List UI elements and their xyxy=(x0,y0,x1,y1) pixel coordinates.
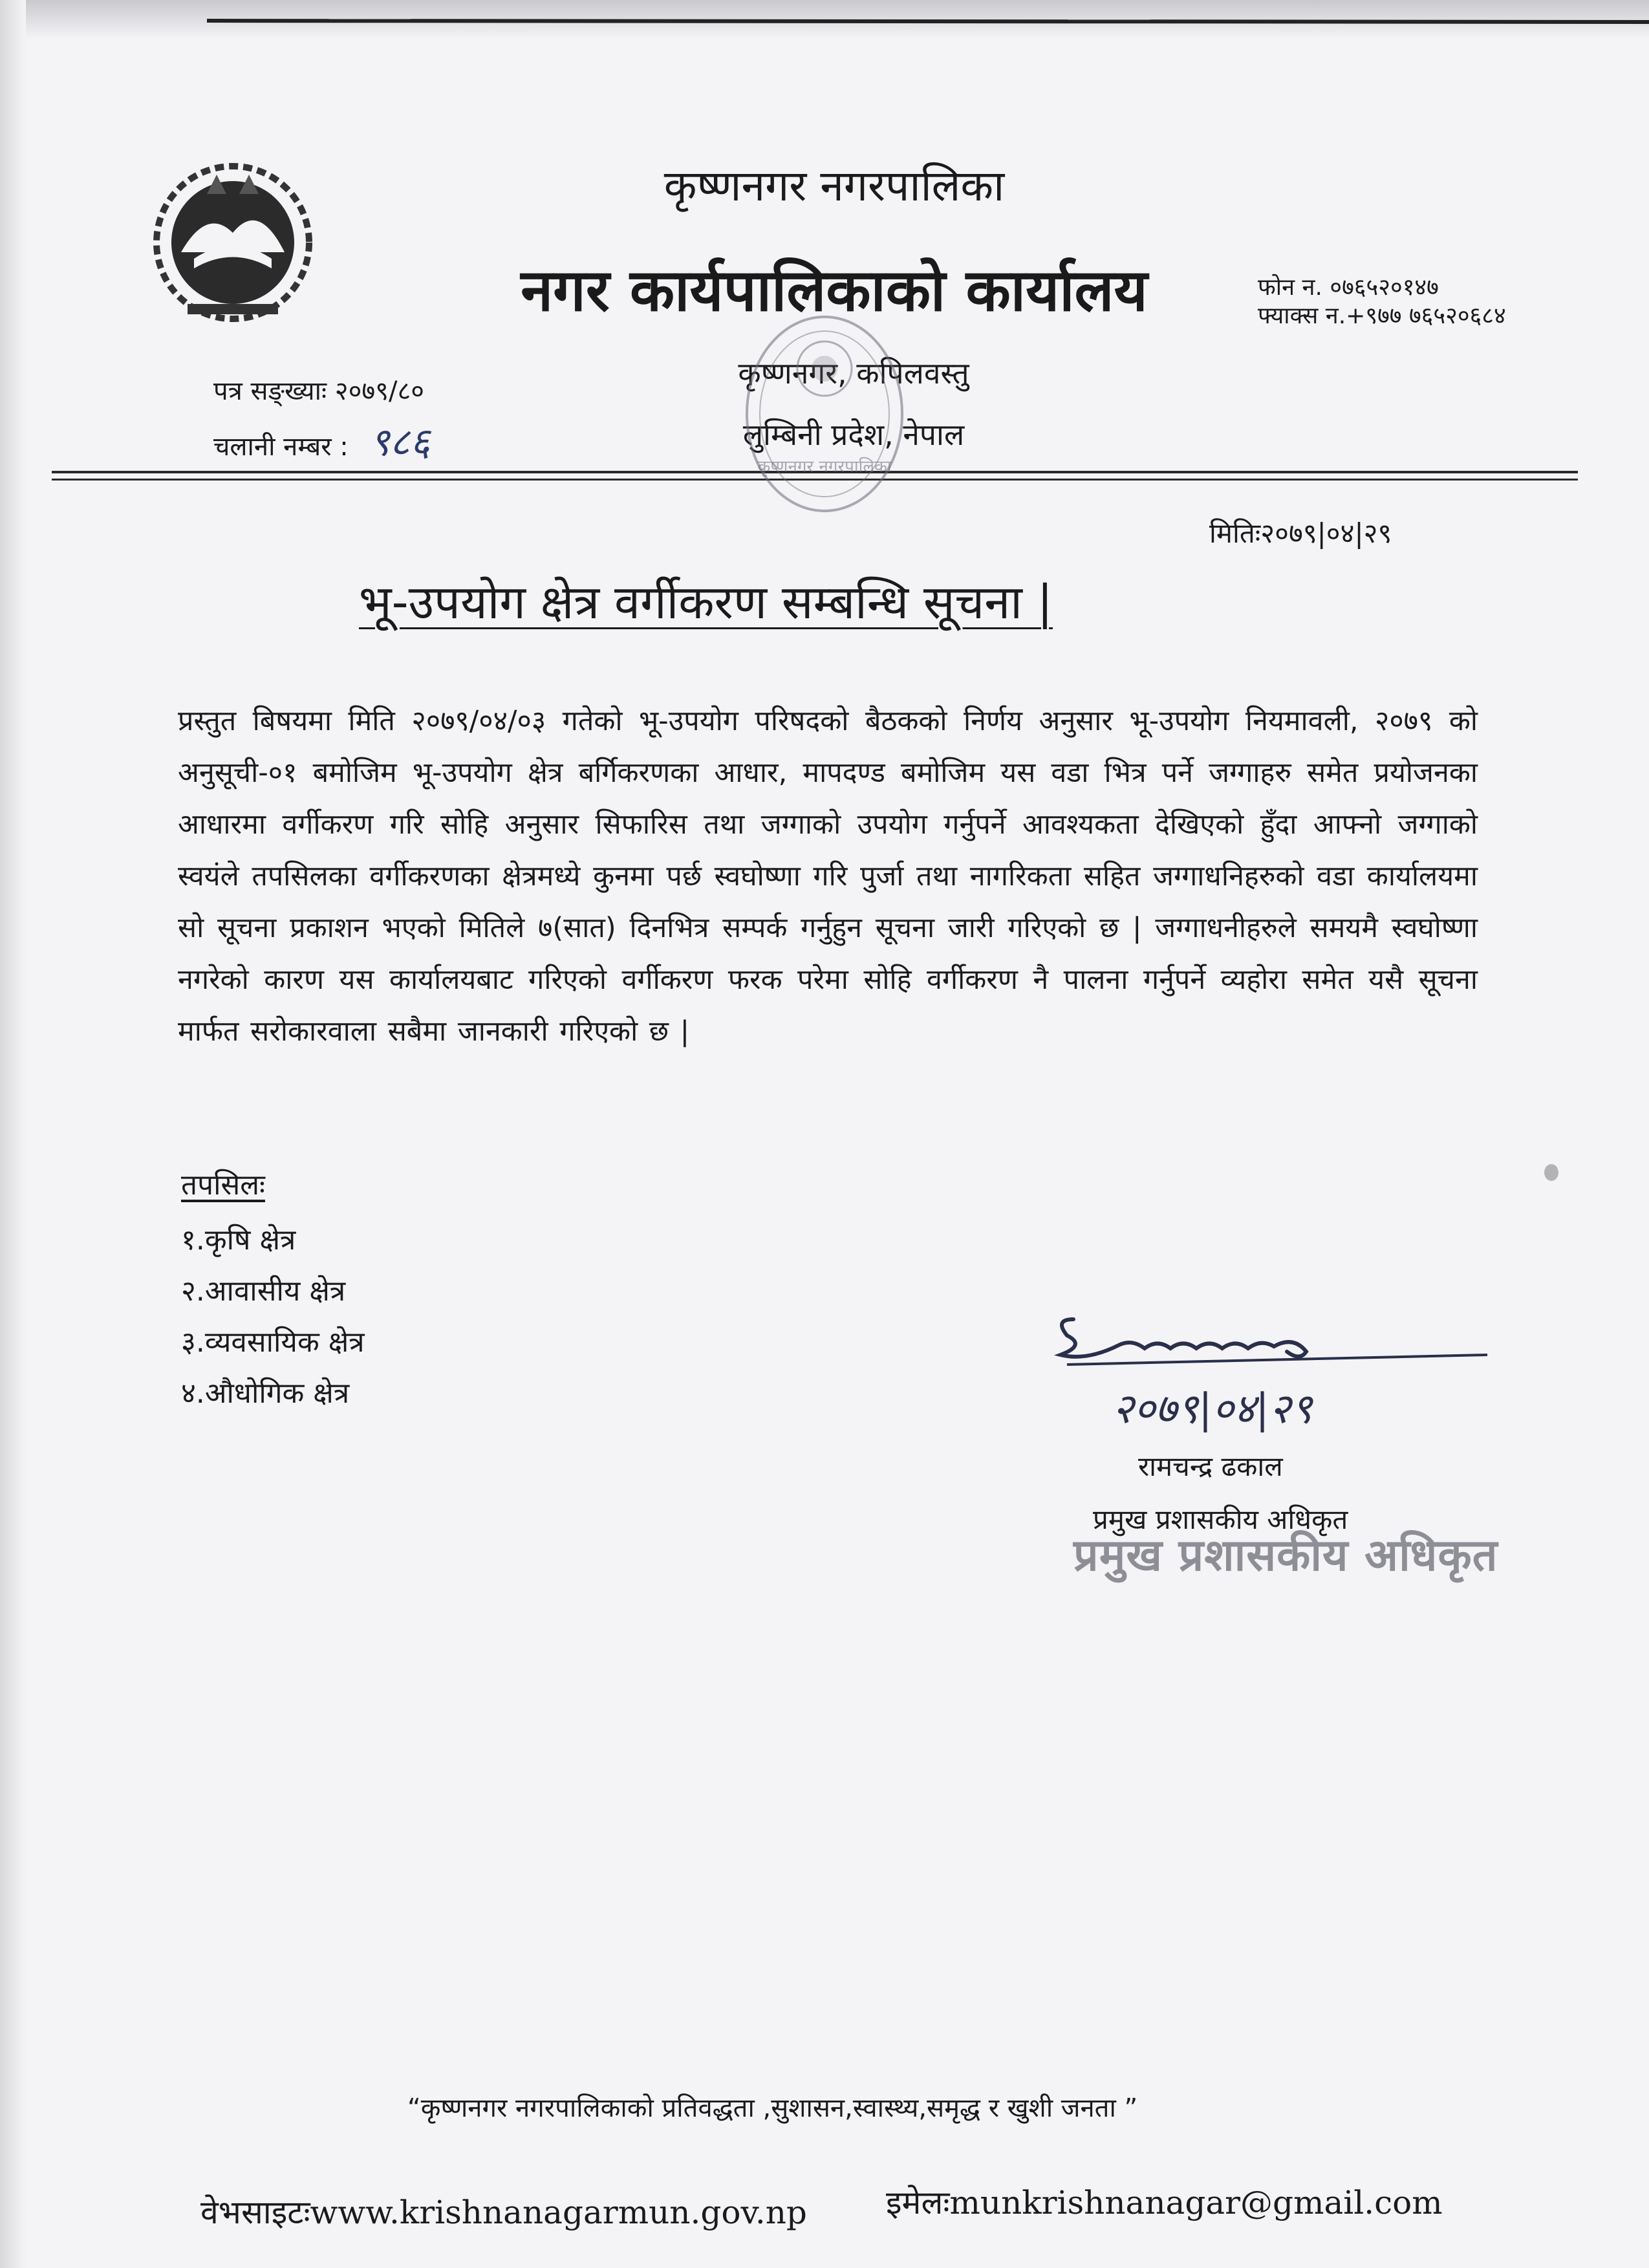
letter-date: मितिः२०७९|०४|२९ xyxy=(1209,517,1392,549)
office-stamp-text: कृष्णनगर नगरपालिका xyxy=(757,457,892,477)
letter-number-label: पत्र सङ्ख्याः xyxy=(213,376,327,406)
dispatch-number-value: ९८६ xyxy=(369,420,431,465)
municipality-name: कृष्णनगर नगरपालिका xyxy=(663,161,1005,211)
office-name: नगर कार्यपालिकाको कार्यालय xyxy=(521,257,1148,325)
nepal-emblem-icon xyxy=(136,155,330,330)
footer-email: इमेलःmunkrishnanagar@gmail.com xyxy=(886,2184,1443,2221)
schedule-list xyxy=(181,1219,365,1423)
designation-seal: प्रमुख प्रशासकीय अधिकृत xyxy=(1073,1530,1498,1581)
phone-number: फोन न. ०७६५२०१४७ xyxy=(1258,274,1439,301)
scan-shadow-left xyxy=(0,0,26,2268)
notice-body: प्रस्तुत बिषयमा मिति २०७९/०४/०३ गतेको भू-उपयोग परिषदको बैठकको निर्णय अनुसार भू-उपयोग नियमावली, २०७९ को अनुसूची-०१ बमोजिम भू-उपयोग क्षेत्र बर्गिकरणका आधार, मापदण्ड बमोजिम यस वडा भित्र पर्ने जग्गाहरु समेत प्रयोजनका आधारमा वर्गीकरण गरि सोहि अनुसार सिफारिस तथा जग्गाको उपयोग गर्नुपर्ने आवश्यकता देखिएको हुँदा आफ्नो जग्गाको स्वयंले तपसिलका वर्गीकरणका क्षेत्रमध्ये कुनमा पर्छ स्वघोष्णा गरि पुर्जा तथा नागरिकता सहित जग्गाधनिहरुको वडा कार्यालयमा सो सूचना प्रकाशन भएको मितिले ७(सात) दिनभित्र सम्पर्क गर्नुहुन सूचना जारी गरिएको छ | जग्गाधनीहरुले समयमै स्वघोष्णा नगरेको कारण यस कार्यालयबाट गरिएको वर्गीकरण फरक परेमा सोहि वर्गीकरण नै पालना गर्नुपर्ने व्यहोरा समेत यसै सूचना मार्फत सरोकारवाला सबैमा जानकारी गरिएको छ | xyxy=(178,705,1478,1048)
footer-website: वेभसाइटःwww.krishnanagarmun.gov.np xyxy=(200,2194,807,2231)
footer-slogan: “कृष्णनगर नगरपालिकाको प्रतिवद्धता ,सुशासन,स्वास्थ्य,समृद्ध र खुशी जनता ” xyxy=(407,2093,1138,2123)
letter-number xyxy=(213,372,424,407)
dispatch-number xyxy=(213,414,430,467)
signature-icon xyxy=(1048,1300,1500,1442)
list-item: २.आवासीय क्षेत्र xyxy=(181,1275,346,1308)
list-item: ३.व्यवसायिक क्षेत्र xyxy=(181,1326,365,1359)
schedule-title: तपसिलः xyxy=(181,1169,265,1202)
list-item: ४.औधोगिक क्षेत्र xyxy=(181,1377,350,1410)
dispatch-number-label: चलानी नम्बर : xyxy=(213,432,349,462)
address-line-1: कृष्णनगर, कपिलवस्तु xyxy=(738,356,969,391)
signature-date: २०७९|०४|२९ xyxy=(1112,1385,1313,1433)
address-line-2: लुम्बिनी प्रदेश, नेपाल xyxy=(742,417,965,452)
notice-subject: भू-उपयोग क्षेत्र वर्गीकरण सम्बन्धि सूचना | xyxy=(359,575,1053,629)
list-item: १.कृषि क्षेत्र xyxy=(181,1224,296,1257)
signer-name: रामचन्द्र ढकाल xyxy=(1138,1451,1283,1482)
letter-number-value: २०७९/८० xyxy=(334,376,425,406)
office-stamp-icon xyxy=(731,304,918,524)
signer-title: प्रमुख प्रशासकीय अधिकृत xyxy=(1093,1504,1348,1535)
fax-number: फ्याक्स न.+९७७ ७६५२०६८४ xyxy=(1258,303,1506,329)
scan-speck xyxy=(1544,1164,1558,1181)
